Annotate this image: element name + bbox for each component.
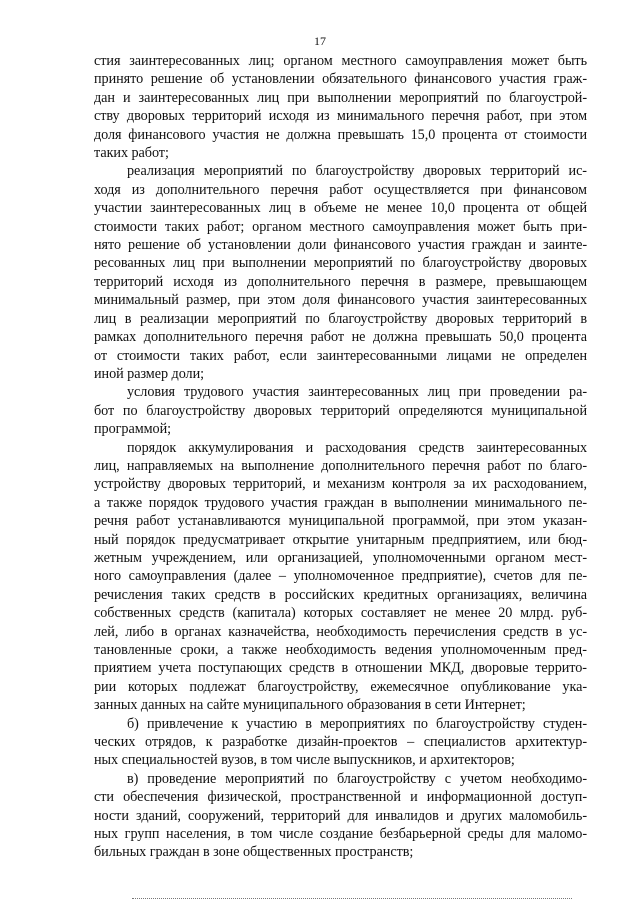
- text-line: рии которых подлежат благоустройству, ежемесячное опубликование ука-: [94, 678, 587, 695]
- paragraph: [94, 383, 587, 438]
- text-line: рамках дополнительного перечня работ не должна превышать 50,0 процента: [94, 329, 587, 346]
- text-line: ству дворовых территорий исходя из минимального перечня работ, при этом: [94, 108, 587, 125]
- text-line: дан и заинтересованных лиц при выполнении мероприятий по благоустрой-: [94, 89, 587, 106]
- text-line: порядок аккумулирования и расходования средств заинтересованных: [127, 439, 587, 456]
- text-line: ных групп населения, в том числе создание безбарьерной среды для маломо-: [94, 826, 587, 843]
- text-line: минимальный размер, при этом доля финансового участия заинтересованных: [94, 292, 587, 309]
- text-line: речисления таких средств в российских кредитных организациях, величина: [94, 586, 587, 603]
- text-line: приятием учета поступающих средств в отношении МКД, дворовые террито-: [94, 660, 587, 677]
- text-line: бот по благоустройству дворовых территорий определяются муниципальной: [94, 402, 587, 419]
- text-line: ческих отрядов, к разработке дизайн-проектов – специалистов архитектур-: [94, 734, 587, 751]
- text-line: программой;: [94, 421, 172, 438]
- paragraph: [94, 439, 587, 715]
- text-line: б) привлечение к участию в мероприятиях по благоустройству студен-: [127, 715, 587, 732]
- text-line: ный порядок предусматривает открытие унитарным предприятием, или бюд-: [94, 531, 587, 548]
- paragraph: [94, 715, 587, 770]
- text-line: занных данных на сайте муниципального образования в сети Интернет;: [94, 697, 526, 714]
- text-line: доля финансового участия не должна превышать 15,0 процента от стоимости: [94, 126, 587, 143]
- text-line: бильных граждан в зоне общественных пространств;: [94, 844, 414, 861]
- paragraph: [94, 770, 587, 862]
- footer-divider: [132, 898, 572, 900]
- text-line: а также порядок трудового участия граждан в выполнении минимального пе-: [94, 494, 587, 511]
- text-line: таких работ;: [94, 145, 169, 162]
- text-line: лиц в реализации мероприятий по благоустройству дворовых территорий в: [94, 310, 587, 327]
- text-line: ного самоуправления (далее – уполномоченное предприятие), счетов для пе-: [94, 568, 587, 585]
- text-line: иной размер доли;: [94, 365, 205, 382]
- text-line: тановленные сроки, а также необходимость ведения уполномоченным пред-: [94, 642, 587, 658]
- document-body: [94, 52, 587, 862]
- text-line: принято решение об установлении обязательного финансового участия граж-: [94, 71, 587, 88]
- text-line: условия трудового участия заинтересованных лиц при проведении ра-: [127, 384, 587, 401]
- page-number: 17: [314, 34, 326, 48]
- text-line: ресованных лиц при выполнении мероприятий по благоустройству дворовых: [94, 255, 587, 272]
- text-line: от стоимости таких работ, если заинтересованными лицами не определен: [94, 347, 587, 364]
- text-line: лиц, направляемых на выполнение дополнительного перечня работ по благо-: [94, 457, 587, 474]
- text-line: территорий исходя из дополнительного перечня в размере, превышающем: [94, 273, 587, 290]
- text-line: устройству дворовых территорий, и механизм контроля за их расходованием,: [94, 476, 587, 493]
- text-line: речня работ устанавливаются муниципальной программой, при этом указан-: [94, 513, 587, 530]
- text-line: в) проведение мероприятий по благоустройству с учетом необходимо-: [127, 770, 587, 787]
- text-line: ности зданий, сооружений, территорий для инвалидов и других маломобиль-: [94, 807, 587, 824]
- text-line: стоимости таких работ; органом местного самоуправления может быть при-: [94, 218, 587, 235]
- text-line: жетным учреждением, или организацией, уполномоченными органом мест-: [94, 549, 587, 566]
- text-line: собственных средств (капитала) которых составляет не менее 20 млрд. руб-: [94, 605, 587, 622]
- text-line: лей, либо в органах казначейства, необходимость перечисления средств в ус-: [94, 623, 587, 640]
- text-line: ходя из дополнительного перечня работ осуществляется при финансовом: [94, 181, 587, 198]
- text-line: стия заинтересованных лиц; органом местного самоуправления может быть: [94, 53, 587, 69]
- text-line: участии заинтересованных лиц в объеме не менее 10,0 процента от общей: [94, 200, 587, 217]
- text-line: реализация мероприятий по благоустройству дворовых территорий ис-: [127, 163, 587, 180]
- text-line: ных специальностей вузов, в том числе выпускников, и архитекторов;: [94, 752, 515, 769]
- text-line: нято решение об установлении доли финансового участия граждан и заинте-: [94, 237, 587, 254]
- paragraph: [94, 52, 587, 162]
- text-line: сти обеспечения физической, пространственной и информационной доступ-: [94, 789, 587, 806]
- paragraph: [94, 162, 587, 383]
